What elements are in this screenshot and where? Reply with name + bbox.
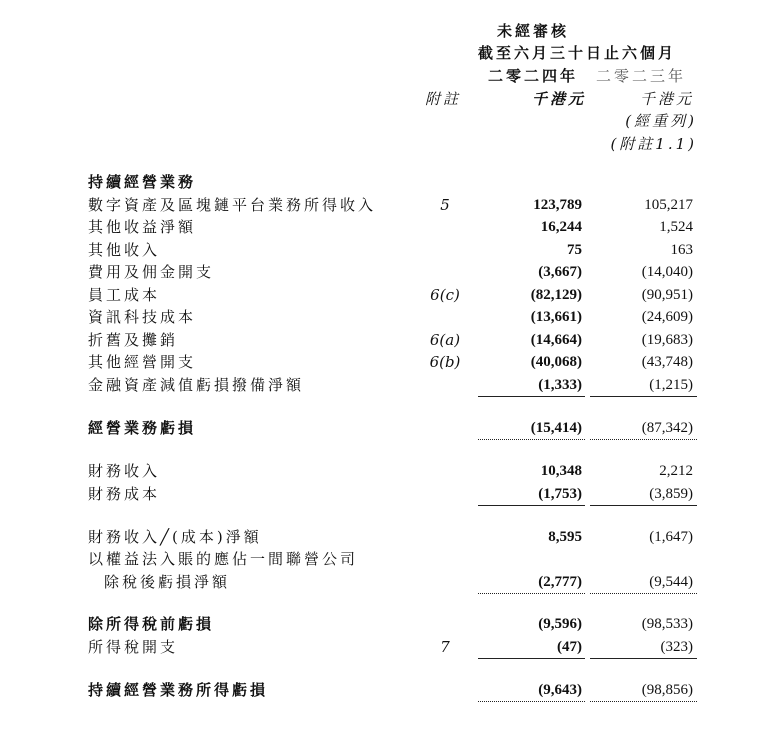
table-row: [0, 572, 769, 594]
row-value-2024: (2,777): [538, 574, 582, 590]
row-label: 財務收入╱(成本)淨額: [88, 528, 262, 546]
row-label: 持續經營業務: [88, 173, 197, 191]
table-row: [0, 637, 769, 659]
table-row: [0, 262, 769, 284]
row-value-2023: (323): [660, 639, 693, 655]
row-label: 其他收益淨額: [88, 218, 197, 236]
row-value-2023: (1,215): [649, 377, 693, 393]
rule-op-loss-col2: [590, 439, 697, 440]
row-label: 金融資產減值虧損撥備淨額: [88, 376, 305, 394]
row-label: 除所得稅前虧損: [88, 615, 215, 633]
row-value-2024: (9,643): [538, 682, 582, 698]
header-period: 截至六月三十日止六個月: [478, 44, 677, 62]
header-col2-restated: (經重列): [625, 112, 697, 130]
row-label: 資訊科技成本: [88, 308, 197, 326]
table-row: [0, 307, 769, 329]
row-note: 7: [440, 638, 450, 656]
rule-total-col2: [590, 701, 697, 702]
row-value-2024: (47): [557, 639, 582, 655]
row-label: 除稅後虧損淨額: [104, 573, 231, 591]
row-value-2024: 16,244: [540, 219, 582, 235]
row-value-2024: (40,068): [530, 354, 582, 370]
row-value-2023: 2,212: [659, 463, 693, 479]
rule-tax-col1: [478, 658, 585, 659]
header-note: 附註: [425, 90, 462, 108]
table-row: [0, 527, 769, 549]
table-row: [0, 549, 769, 571]
row-value-2024: (9,596): [538, 616, 582, 632]
rule-op-loss-col1: [478, 439, 585, 440]
row-value-2024: (13,661): [530, 309, 582, 325]
row-label: 所得稅開支: [88, 638, 179, 656]
header-col1-year: 二零二四年: [487, 67, 578, 85]
row-value-2024: (15,414): [530, 420, 582, 436]
rule-total-col1: [478, 701, 585, 702]
row-value-2024: 10,348: [540, 463, 582, 479]
rule-tax-col2: [590, 658, 697, 659]
row-value-2023: (87,342): [641, 420, 693, 436]
rule-impairment-col2: [590, 396, 697, 397]
row-value-2023: 105,217: [644, 197, 693, 213]
header-col2-unit: 千港元: [639, 90, 694, 108]
row-value-2023: (24,609): [641, 309, 693, 325]
table-row: [0, 352, 769, 374]
header-col2-year: 二零二三年: [596, 67, 687, 85]
row-label: 費用及佣金開支: [88, 263, 215, 281]
table-row: [0, 375, 769, 397]
row-label: 員工成本: [88, 286, 161, 304]
row-label: 數字資產及區塊鏈平台業務所得收入: [88, 196, 377, 214]
table-row: [0, 285, 769, 307]
row-label: 經營業務虧損: [88, 419, 197, 437]
row-value-2024: 8,595: [548, 529, 582, 545]
header-col1-unit: 千港元: [531, 90, 586, 108]
header-col2-note-ref: (附註1.1): [610, 135, 697, 153]
row-label: 持續經營業務所得虧損: [88, 681, 269, 699]
row-note: 6(c): [430, 286, 460, 304]
rule-impairment-col1: [478, 396, 585, 397]
rule-assoc-col1: [478, 593, 585, 594]
row-label: 財務成本: [88, 485, 161, 503]
row-value-2023: (90,951): [641, 287, 693, 303]
row-value-2023: (43,748): [641, 354, 693, 370]
row-label: 折舊及攤銷: [88, 331, 179, 349]
row-value-2024: (14,664): [530, 332, 582, 348]
table-row: [0, 418, 769, 440]
row-value-2023: (14,040): [641, 264, 693, 280]
row-value-2023: (1,647): [649, 529, 693, 545]
row-value-2023: (19,683): [641, 332, 693, 348]
row-value-2024: 75: [567, 242, 582, 258]
rule-assoc-col2: [590, 593, 697, 594]
row-note: 5: [440, 196, 450, 214]
row-value-2024: (3,667): [538, 264, 582, 280]
table-row: [0, 217, 769, 239]
table-row: [0, 330, 769, 352]
row-label: 財務收入: [88, 462, 161, 480]
row-value-2023: (98,856): [641, 682, 693, 698]
row-label: 其他收入: [88, 241, 161, 259]
row-value-2023: 163: [670, 242, 693, 258]
row-label: 其他經營開支: [88, 353, 197, 371]
table-row: [0, 680, 769, 702]
row-value-2024: (1,333): [538, 377, 582, 393]
rule-fincost-col1: [478, 505, 585, 506]
row-value-2024: 123,789: [533, 197, 582, 213]
rule-fincost-col2: [590, 505, 697, 506]
row-note: 6(a): [429, 331, 461, 349]
table-row: [0, 461, 769, 483]
table-row: [0, 195, 769, 217]
row-note: 6(b): [429, 353, 461, 371]
row-label: 以權益法入賬的應佔一間聯營公司: [88, 550, 359, 568]
row-value-2024: (1,753): [538, 486, 582, 502]
row-value-2023: (98,533): [641, 616, 693, 632]
header-unaudited: 未經審核: [496, 22, 569, 40]
row-value-2024: (82,129): [530, 287, 582, 303]
table-row: [0, 484, 769, 506]
table-row: [0, 240, 769, 262]
table-row: [0, 614, 769, 636]
row-value-2023: 1,524: [659, 219, 693, 235]
row-value-2023: (9,544): [649, 574, 693, 590]
table-row: [0, 172, 769, 194]
row-value-2023: (3,859): [649, 486, 693, 502]
